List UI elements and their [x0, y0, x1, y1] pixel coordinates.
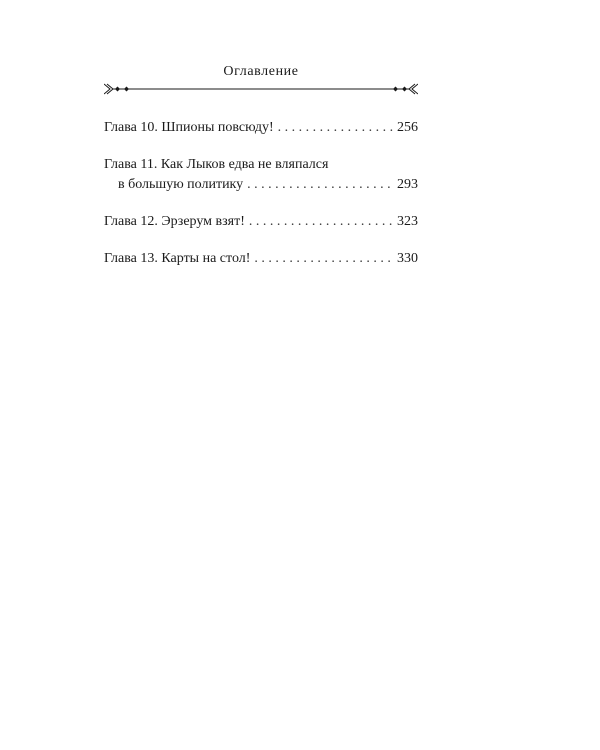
toc-entry-page: 323 [397, 214, 418, 229]
ornamental-rule [104, 83, 418, 95]
table-of-contents [104, 118, 418, 286]
toc-entry-title: Глава 11. Как Лыков едва не вляпался [104, 157, 329, 172]
toc-entry-page: 330 [397, 251, 418, 266]
toc-entry-title: Глава 10. Шпионы повсюду! [104, 120, 274, 135]
toc-entry-chapter-12[interactable] [104, 212, 418, 232]
dot-leader [278, 118, 393, 138]
toc-entry-page: 256 [397, 120, 418, 135]
page-title: Оглавление [223, 64, 299, 79]
toc-entry-chapter-10[interactable] [104, 118, 418, 138]
toc-entry-page: 293 [397, 177, 418, 192]
toc-entry-title-continuation: в большую политику [118, 177, 244, 192]
toc-entry-title: Глава 13. Карты на стол! [104, 251, 251, 266]
toc-entry-title: Глава 12. Эрзерум взят! [104, 214, 245, 229]
toc-entry-chapter-13[interactable] [104, 249, 418, 269]
dot-leader [247, 175, 393, 195]
toc-entry-chapter-11[interactable] [104, 155, 418, 195]
dot-leader [254, 249, 393, 269]
toc-header [104, 64, 418, 104]
dot-leader [249, 212, 393, 232]
